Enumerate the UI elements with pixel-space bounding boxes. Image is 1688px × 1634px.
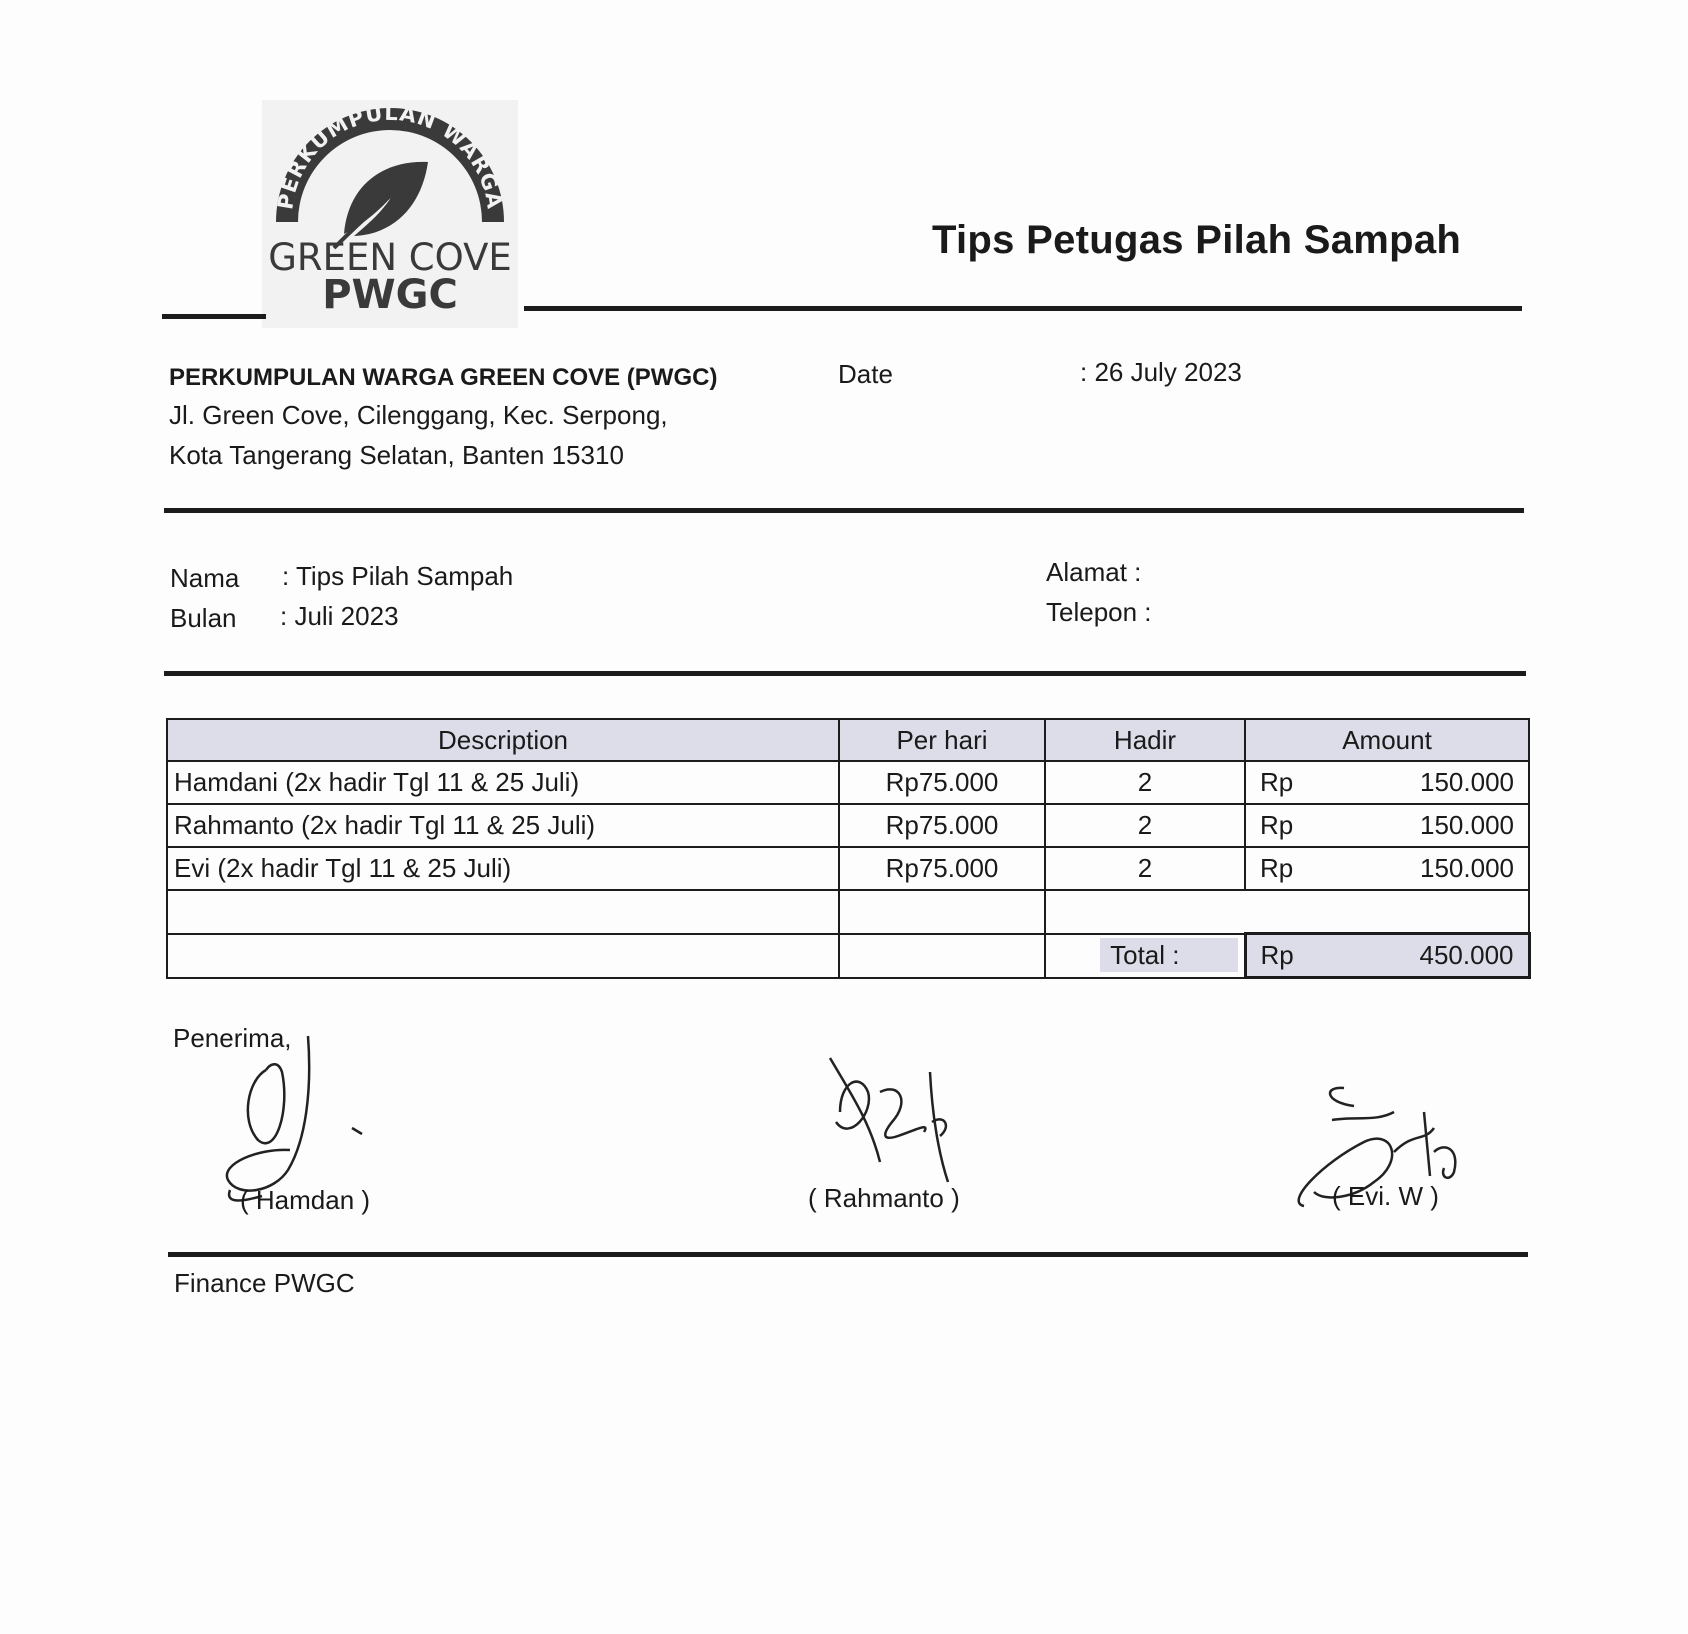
header-per-hari: Per hari: [839, 719, 1045, 761]
row-amount: 150.000: [1420, 767, 1514, 797]
empty-cell: [167, 934, 839, 978]
total-amount-cell: [1245, 934, 1529, 978]
document-title: Tips Petugas Pilah Sampah: [932, 218, 1462, 262]
header-description: Description: [167, 719, 839, 761]
empty-cell: [839, 934, 1045, 978]
row-hadir: 2: [1045, 847, 1245, 890]
signatures-heading: Penerima,: [173, 1023, 292, 1053]
logo-abbr: PWGC: [322, 272, 458, 318]
table-empty-row: [167, 890, 1529, 934]
section-rule-2: [164, 671, 1526, 676]
alamat-label: Alamat :: [1046, 557, 1142, 587]
footer-rule: [168, 1252, 1528, 1257]
total-amount: 450.000: [1419, 940, 1514, 970]
empty-cell: [839, 890, 1045, 934]
table-row: [167, 847, 1529, 890]
signature-hamdan: [218, 1030, 378, 1210]
date-value: : 26 July 2023: [1080, 357, 1242, 387]
row-per-hari: Rp75.000: [839, 761, 1045, 804]
row-amount: 150.000: [1420, 853, 1514, 883]
signature-name-evi: ( Evi. W ): [1332, 1181, 1439, 1211]
leaf-logo-icon: [262, 100, 518, 328]
row-amount-cell: [1245, 761, 1529, 804]
section-rule-1: [164, 508, 1524, 513]
signature-name-rahmanto: ( Rahmanto ): [808, 1183, 960, 1213]
row-per-hari: Rp75.000: [839, 804, 1045, 847]
row-hadir: 2: [1045, 761, 1245, 804]
total-label-cell: [1045, 934, 1245, 978]
total-label: Total :: [1100, 938, 1237, 972]
header-amount: Amount: [1245, 719, 1529, 761]
table-total-row: [167, 934, 1529, 978]
nama-label: Nama: [170, 563, 240, 593]
footer-text: Finance PWGC: [174, 1268, 355, 1298]
org-name: PERKUMPULAN WARGA GREEN COVE (PWGC): [169, 364, 718, 391]
telepon-label: Telepon :: [1046, 597, 1152, 627]
row-description: Hamdani (2x hadir Tgl 11 & 25 Juli): [167, 761, 839, 804]
items-table: [166, 718, 1531, 979]
signature-rahmanto: [820, 1052, 970, 1192]
header-rule-right: [524, 306, 1522, 311]
org-address-line2: Kota Tangerang Selatan, Banten 15310: [169, 440, 624, 470]
nama-value: : Tips Pilah Sampah: [282, 561, 514, 591]
row-per-hari: Rp75.000: [839, 847, 1045, 890]
row-amount-cell: [1245, 847, 1529, 890]
row-currency: Rp: [1260, 810, 1294, 840]
date-label: Date: [838, 359, 893, 389]
empty-cell: [167, 890, 839, 934]
logo-name: GREEN COVE: [268, 236, 512, 279]
row-currency: Rp: [1260, 767, 1294, 797]
total-currency: Rp: [1260, 940, 1294, 970]
table-header-row: [167, 719, 1529, 761]
bulan-value: : Juli 2023: [280, 601, 399, 631]
org-address-line1: Jl. Green Cove, Cilenggang, Kec. Serpong,: [169, 400, 668, 430]
row-description: Evi (2x hadir Tgl 11 & 25 Juli): [167, 847, 839, 890]
empty-cell: [1045, 890, 1529, 934]
row-amount: 150.000: [1420, 810, 1514, 840]
row-hadir: 2: [1045, 804, 1245, 847]
header-hadir: Hadir: [1045, 719, 1245, 761]
row-currency: Rp: [1260, 853, 1294, 883]
header-rule-left: [162, 314, 266, 319]
table-row: [167, 804, 1529, 847]
signature-name-hamdan: ( Hamdan ): [240, 1185, 371, 1215]
bulan-label: Bulan: [170, 603, 237, 633]
org-logo: [262, 100, 518, 328]
row-amount-cell: [1245, 804, 1529, 847]
row-description: Rahmanto (2x hadir Tgl 11 & 25 Juli): [167, 804, 839, 847]
table-row: [167, 761, 1529, 804]
logo-arc-text: PERKUMPULAN WARGA: [273, 100, 507, 212]
